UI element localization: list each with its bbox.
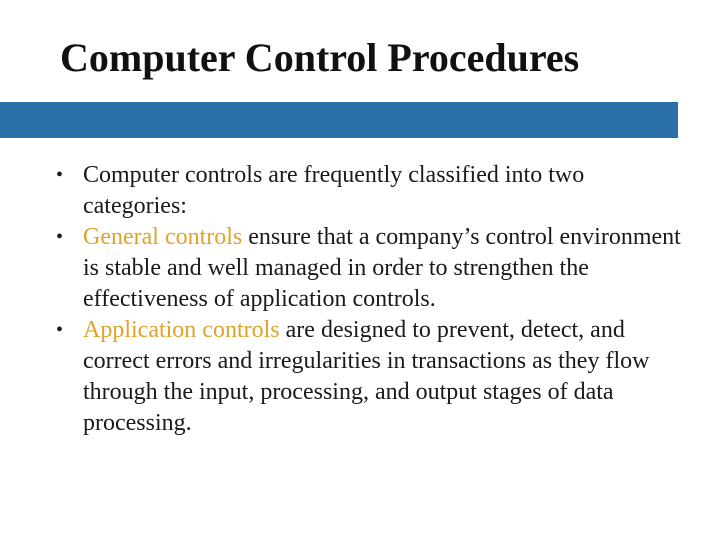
bullet-dot-icon: • [56, 164, 64, 186]
slide-title: Computer Control Procedures [60, 35, 580, 80]
bullet-dot-icon: • [56, 226, 64, 248]
bullet-item [56, 222, 686, 315]
bullet-text: are designed to prevent, detect, and correct errors and irregularities in transactions as they flow through the input, processing, and output stages of data processing. [83, 317, 650, 436]
bullet-text: ensure that a company’s control environment is stable and well managed in order to strengthen the effectiveness of application controls. [83, 224, 681, 312]
application-controls-term: Application controls [83, 317, 280, 343]
bullet-item [56, 315, 686, 439]
general-controls-term: General controls [83, 224, 243, 250]
bullet-dot-icon: • [56, 319, 64, 341]
bullet-list [56, 160, 686, 439]
bullet-item [56, 160, 686, 222]
bullet-text: Computer controls are frequently classified into two categories: [83, 162, 585, 219]
title-accent-bar [0, 102, 678, 138]
